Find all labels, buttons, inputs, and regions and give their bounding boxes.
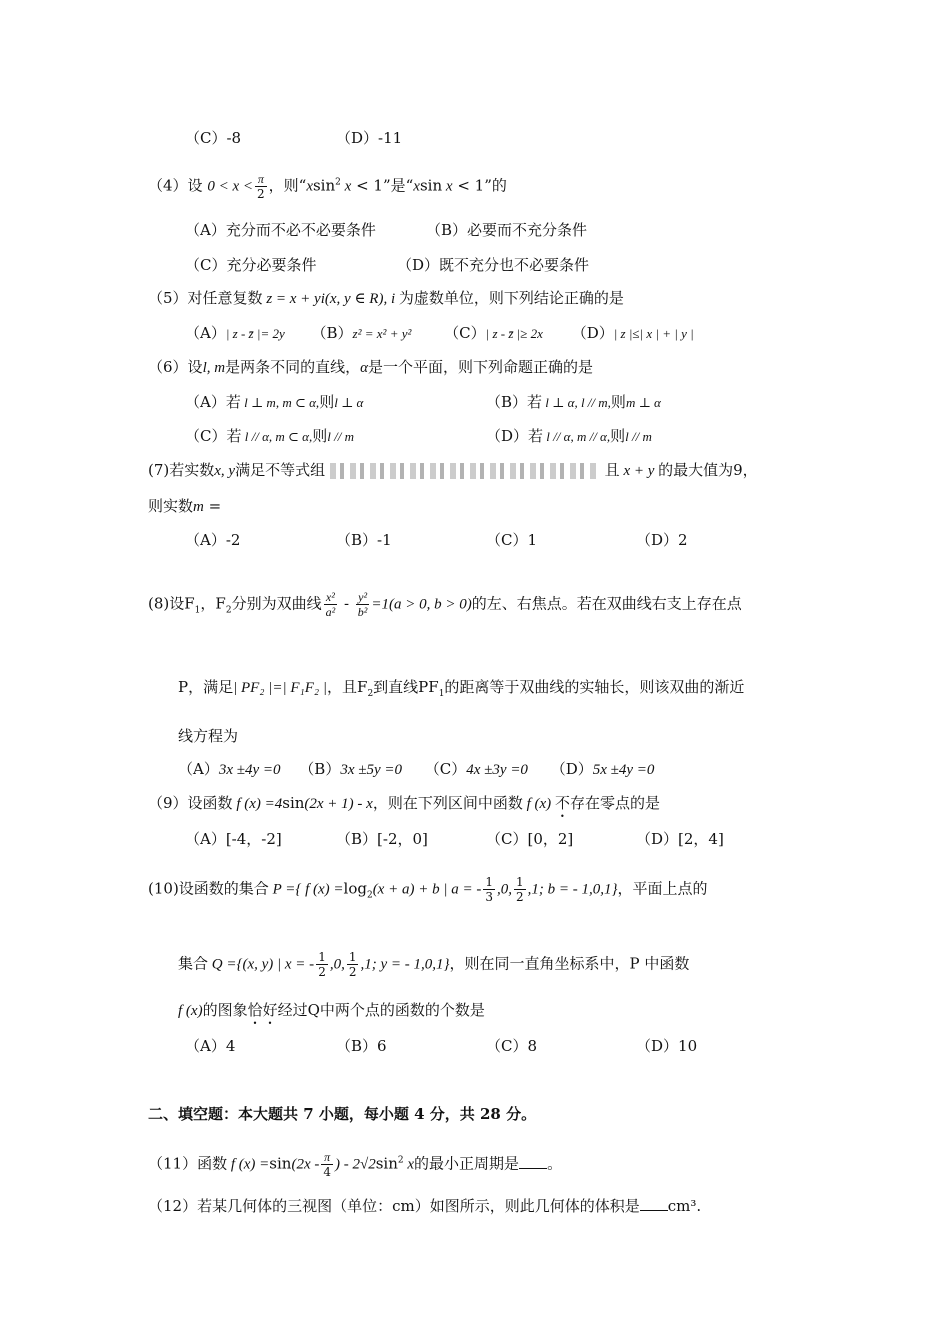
q11-stem: （11）函数 f (x) =sin(2x - $\frac{\pi}{4}$ ) - $2√2\sin^2$ x的最小正周期是 。 bbox=[148, 1150, 563, 1179]
q10-line2: 集合 Q ={(x, y) | x = - $\frac{1}{2}$ ,0, $\frac{1}{2}$ ,1; y = - 1,0,1}，则在同一直角坐标系中，P 中函数 bbox=[178, 950, 690, 979]
q7-stem: (7)若实数x, y满足不等式组 且 x + y 的最大值为9， bbox=[148, 461, 758, 479]
q6-option-a: （A）若 l ⊥ m, m ⊂ α,则l ⊥ α bbox=[185, 393, 364, 411]
q7-option-b: （B）-1 bbox=[336, 531, 392, 549]
q10-option-a: （A）4 bbox=[185, 1037, 236, 1055]
q7-option-c: （C）1 bbox=[486, 531, 538, 549]
q9-option-d: （D）[2，4] bbox=[636, 830, 724, 848]
q9-option-a: （A）[-4，-2] bbox=[185, 830, 282, 848]
q9-stem: （9）设函数 f (x) =4sin(2x + 1) - x，则在下列区间中函数 f (x) 不存在零点的是 bbox=[148, 794, 660, 812]
q5-options: （A）| z - z̄ |= 2y （B）z² = x² + y² （C）| z - z̄ |≥ 2x （D）| z |≤| x | + | y | bbox=[185, 324, 694, 342]
q5-stem: （5）对任意复数 z = x + yi(x, y ∈ R), i 为虚数单位，则下列结论正确的是 bbox=[148, 289, 624, 307]
q4-stem: （4）设 0 < x < $\frac{\pi}{2}$ ，则“xsin$^2$ x < 1”是“xsin x < 1”的 bbox=[148, 172, 507, 201]
q7-option-d: （D）2 bbox=[636, 531, 688, 549]
q9-option-b: （B）[-2，0] bbox=[336, 830, 428, 848]
q3-option-d: （D）-11 bbox=[336, 129, 403, 147]
q4-option-d: （D）既不充分也不必要条件 bbox=[397, 256, 590, 274]
q10-option-d: （D）10 bbox=[636, 1037, 698, 1055]
q4-option-c: （C）充分必要条件 bbox=[185, 256, 317, 274]
q10-option-b: （B）6 bbox=[336, 1037, 387, 1055]
q4-option-b: （B）必要而不充分条件 bbox=[426, 221, 588, 239]
q8-stem: (8)设$F_1$，$F_2$分别为双曲线 $\frac{\text{x²}}{\text{a²}}$ - $\frac{\text{y²}}{\text{b²}}$ =1(a > 0, b > 0)的左、右焦点。若在双曲线右支上存在点 bbox=[148, 590, 742, 619]
inequality-system-image bbox=[330, 463, 600, 479]
q8-line3: 线方程为 bbox=[178, 727, 239, 745]
q8-options: （A）3x ±4y =0 （B）3x ±5y =0 （C）4x ±3y =0 （D）5x ±4y =0 bbox=[178, 760, 655, 778]
q6-option-b: （B）若 l ⊥ α, l // m,则m ⊥ α bbox=[486, 393, 661, 411]
q10-line3: f (x)的图象恰好经过Q中两个点的函数的个数是 bbox=[178, 1001, 485, 1019]
q9-option-c: （C）[0，2] bbox=[486, 830, 574, 848]
q6-option-d: （D）若 l // α, m // α,则l // m bbox=[486, 427, 652, 445]
q7-line2: 则实数m = bbox=[148, 497, 222, 515]
q6-option-c: （C）若 l // α, m ⊂ α,则l // m bbox=[185, 427, 354, 445]
section-title: 二、填空题：本大题共 7 小题，每小题 4 分，共 28 分。 bbox=[148, 1105, 537, 1123]
q10-option-c: （C）8 bbox=[486, 1037, 538, 1055]
q3-option-c: （C）-8 bbox=[185, 129, 242, 147]
q4-option-a: （A）充分而不必不必要条件 bbox=[185, 221, 376, 239]
q12-stem: （12）若某几何体的三视图（单位：cm）如图所示，则此几何体的体积是 cm³. bbox=[148, 1197, 702, 1215]
q8-line2: P，满足| PF₂ |=| F₁F₂ |，且$F_2$到直线$PF_1$的距离等于双曲线的实轴长，则该双曲的渐近 bbox=[178, 678, 745, 699]
q7-option-a: （A）-2 bbox=[185, 531, 241, 549]
q6-stem: （6）设l, m是两条不同的直线，α是一个平面，则下列命题正确的是 bbox=[148, 358, 593, 376]
q10-stem: (10)设函数的集合 P ={ f $(x) =\log_2(x + a) + b$ | a = - $\frac{1}{3}$ ,0, $\frac{1}{2}$ ,1; b = - 1,0,1}，平面上点的 bbox=[148, 875, 708, 904]
